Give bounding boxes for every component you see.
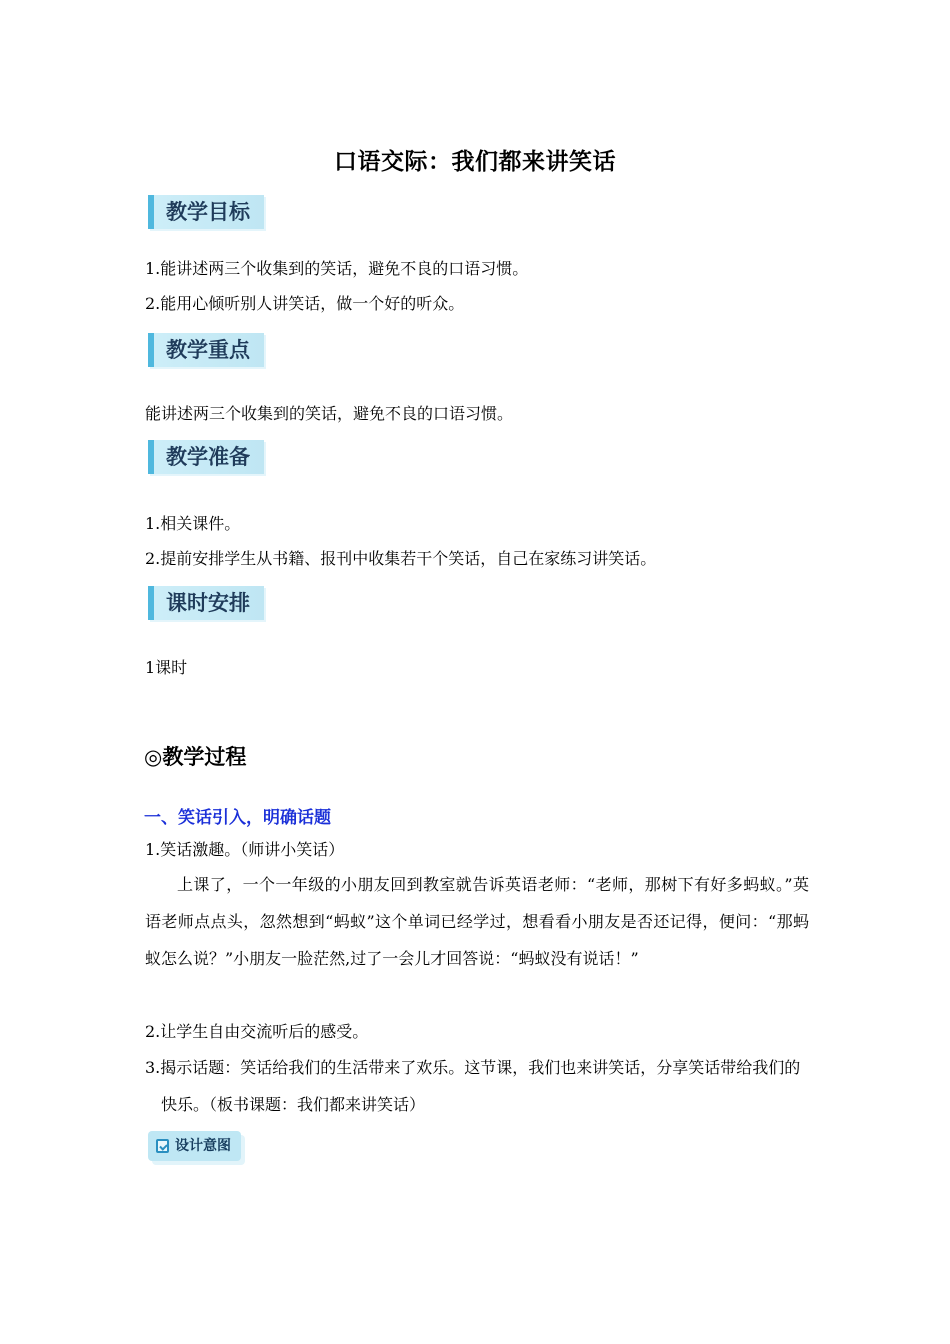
prep-item-1: 1.相关课件。 <box>145 514 241 533</box>
clipboard-icon <box>156 1139 169 1153</box>
goal-item-2: 2.能用心倾听别人讲笑话，做一个好的听众。 <box>145 294 465 313</box>
goal-item-1: 1.能讲述两三个收集到的笑话，避免不良的口语习惯。 <box>145 259 529 278</box>
prep-badge: 教学准备 <box>148 440 264 474</box>
joke-story: 上课了，一个一年级的小朋友回到教室就告诉英语老师：“老师，那树下有好多蚂蚁。”英语老师点点头，忽然想到“蚂蚁”这个单词已经学过，想看看小朋友是否还记得，便问：“那蚂蚁怎么说？”小朋友一脸茫然,过了一会儿才回答说：“蚂蚁没有说话！” <box>145 875 809 968</box>
step-2: 2.让学生自由交流听后的感受。 <box>145 1022 369 1041</box>
schedule-badge: 课时安排 <box>148 586 264 620</box>
design-intent-tag <box>148 1131 241 1161</box>
step-3: 3.揭示话题：笑话给我们的生活带来了欢乐。这节课，我们也来讲笑话，分享笑话带给我们的快乐。（板书课题：我们都来讲笑话） <box>145 1058 801 1114</box>
focus-text: 能讲述两三个收集到的笑话，避免不良的口语习惯。 <box>145 404 514 423</box>
schedule-text: 1课时 <box>145 658 188 677</box>
section-heading: 一、笑话引入，明确话题 <box>144 808 331 828</box>
page-title: 口语交际：我们都来讲笑话 <box>334 149 616 175</box>
step-1: 1.笑话激趣。（师讲小笑话） <box>145 840 345 859</box>
prep-item-2: 2.提前安排学生从书籍、报刊中收集若干个笑话，自己在家练习讲笑话。 <box>145 549 657 568</box>
design-intent-label: 设计意图 <box>175 1138 231 1154</box>
focus-badge: 教学重点 <box>148 333 264 367</box>
process-heading: ◎教学过程 <box>144 745 247 769</box>
goals-badge: 教学目标 <box>148 195 264 229</box>
